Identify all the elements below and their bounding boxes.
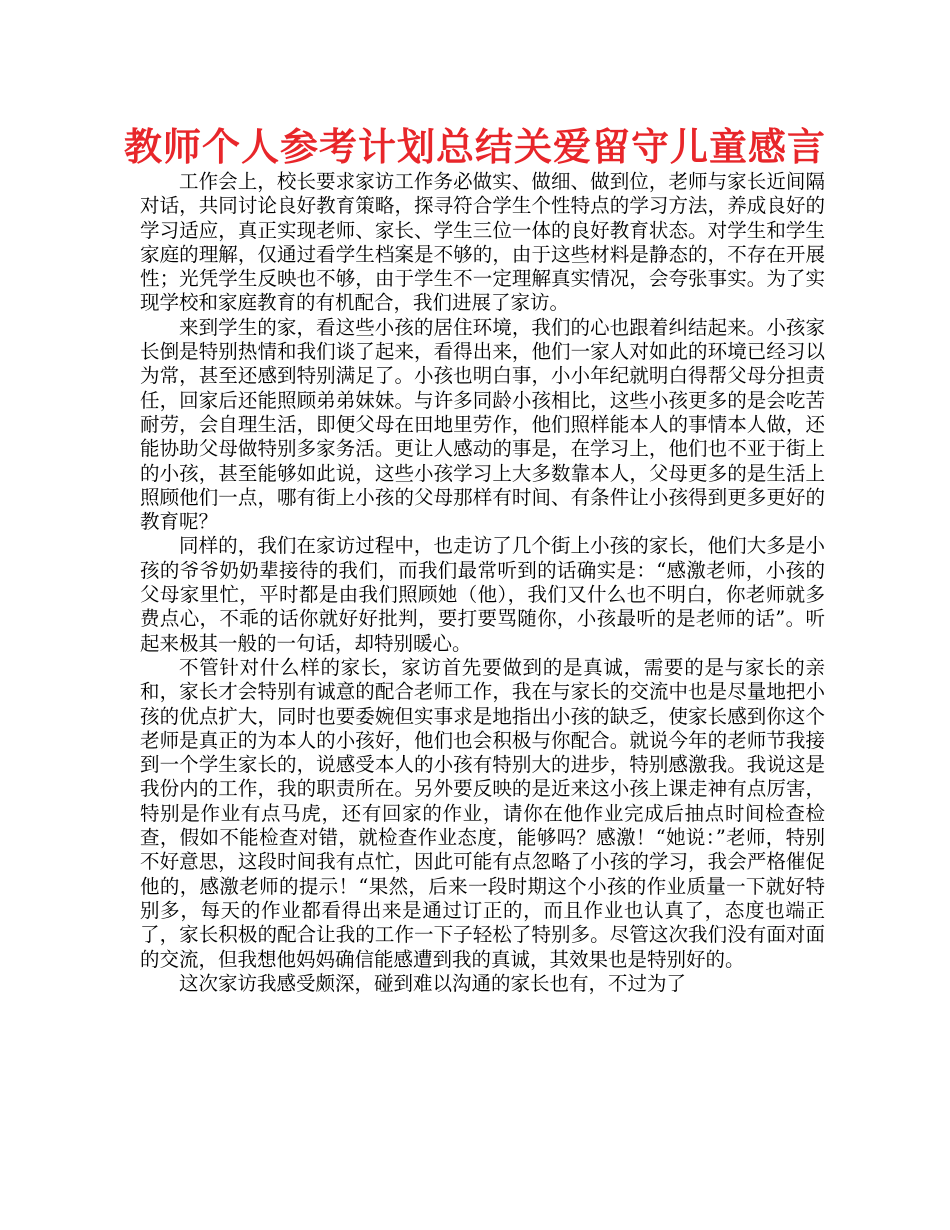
paragraph-3: 同样的，我们在家访过程中，也走访了几个街上小孩的家长，他们大多是小孩的爷爷奶奶辈接待的我们，而我们最常听到的话确实是：“感激老师，小孩的父母家里忙，平时都是由我们照顾她（他），我们又什么也不明白，你老师就多费点心，不乖的话你就好好批判，要打要骂随你，小孩最听的是老师的话”。听起来极其一般的一句话，却特别暖心。: [140, 534, 825, 655]
paragraph-5: 这次家访我感受颇深，碰到难以沟通的家长也有，不过为了: [179, 971, 687, 995]
document-body: [140, 170, 825, 996]
paragraph-1: 工作会上，校长要求家访工作务必做实、做细、做到位，老师与家长近间隔对话，共同讨论良好教育策略，探寻符合学生个性特点的学习方法，养成良好的学习适应，真正实现老师、家长、学生三位一体的良好教育状态。对学生和学生家庭的理解，仅通过看学生档案是不够的，由于这些材料是静态的，不存在开展性；光凭学生反映也不够，由于学生不一定理解真实情况，会夸张事实。为了实现学校和家庭教育的有机配合，我们进展了家访。: [140, 170, 825, 315]
paragraph-4: 不管针对什么样的家长，家访首先要做到的是真诚，需要的是与家长的亲和，家长才会特别有诚意的配合老师工作，我在与家长的交流中也是尽量地把小孩的优点扩大，同时也要委婉但实事求是地指出小孩的缺乏，使家长感到你这个老师是真正的为本人的小孩好，他们也会积极与你配合。就说今年的老师节我接到一个学生家长的，说感受本人的小孩有特别大的进步，特别感激我。我说这是我份内的工作，我的职责所在。另外要反映的是近来这小孩上课走神有点厉害，特别是作业有点马虎，还有回家的作业，请你在他作业完成后抽点时间检查检查，假如不能检查对错，就检查作业态度，能够吗？感激！“她说：”老师，特别不好意思，这段时间我有点忙，因此可能有点忽略了小孩的学习，我会严格催促他的，感激老师的提示！“果然，后来一段时期这个小孩的作业质量一下就好特别多，每天的作业都看得出来是通过订正的，而且作业也认真了，态度也端正了，家长积极的配合让我的工作一下子轻松了特别多。尽管这次我们没有面对面的交流，但我想他妈妈确信能感遭到我的真诚，其效果也是特别好的。: [140, 655, 825, 971]
paragraph-2: 来到学生的家，看这些小孩的居住环境，我们的心也跟着纠结起来。小孩家长倒是特别热情和我们谈了起来，看得出来，他们一家人对如此的环境已经习以为常，甚至还感到特别满足了。小孩也明白事，小小年纪就明白得帮父母分担责任，回家后还能照顾弟弟妹妹。与许多同龄小孩相比，这些小孩更多的是会吃苦耐劳，会自理生活，即便父母在田地里劳作，他们照样能本人的事情本人做，还能协助父母做特别多家务活。更让人感动的事是，在学习上，他们也不亚于街上的小孩，甚至能够如此说，这些小孩学习上大多数靠本人，父母更多的是生活上照顾他们一点，哪有街上小孩的父母那样有时间、有条件让小孩得到更多更好的教育呢？: [140, 315, 825, 534]
document-title: 教师个人参考计划总结关爱留守儿童感言: [123, 125, 826, 169]
